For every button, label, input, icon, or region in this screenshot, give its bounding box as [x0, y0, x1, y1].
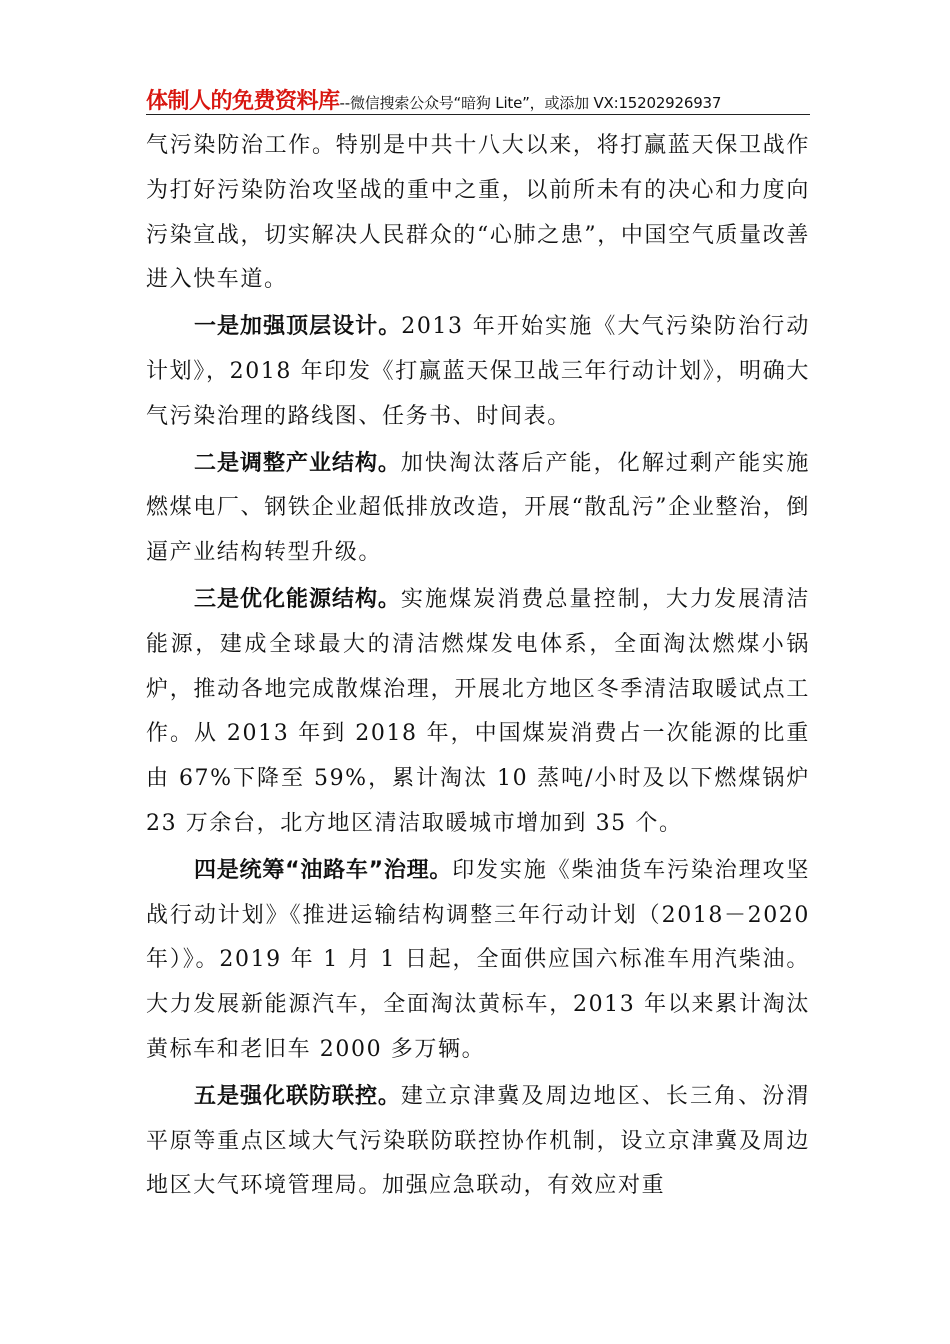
paragraph-continued [146, 124, 810, 303]
paragraph-lead: 三是优化能源结构。 [194, 586, 401, 612]
paragraph-lead: 一是加强顶层设计。 [194, 314, 402, 340]
page-header [146, 84, 810, 114]
paragraph-joint-prevention [146, 1075, 810, 1209]
paragraph-text: 2013 年开始实施《大气污染防治行动计划》，2018 年印发《打赢蓝天保卫战三年行动计划》，明确大气污染治理的路线图、任务书、时间表。 [146, 314, 810, 429]
paragraph-energy-structure [146, 578, 810, 847]
header-brand: 体制人的免费资料库 [146, 89, 340, 114]
paragraph-text: 实施煤炭消费总量控制，大力发展清洁能源，建成全球最大的清洁燃煤发电体系，全面淘汰燃煤小锅炉，推动各地完成散煤治理，开展北方地区冬季清洁取暖试点工作。从 2013 年到 2018 年，中国煤炭消费占一次能源的比重由 67%下降至 59%，累计淘汰 10 蒸吨/小时及以下燃煤锅炉 23 万余台，北方地区清洁取暖城市增加到 35 个。 [146, 586, 810, 836]
paragraph-text: 建立京津冀及周边地区、长三角、汾渭平原等重点区域大气污染联防联控协作机制，设立京津冀及周边地区大气环境管理局。加强应急联动，有效应对重 [146, 1083, 810, 1199]
header-divider [146, 114, 810, 115]
paragraph-lead: 二是调整产业结构。 [194, 450, 401, 476]
paragraph-top-level-design [146, 305, 810, 439]
paragraph-industry-structure [146, 442, 810, 576]
document-body [146, 124, 810, 1211]
paragraph-text: 加快淘汰落后产能，化解过剩产能实施燃煤电厂、钢铁企业超低排放改造，开展“散乱污”企业整治，倒逼产业结构转型升级。 [146, 450, 810, 566]
paragraph-text: 印发实施《柴油货车污染治理攻坚战行动计划》《推进运输结构调整三年行动计划（2018－2020 年）》。2019 年 1 月 1 日起，全面供应国六标准车用汽柴油。大力发展新能源汽车，全面淘汰黄标车，2013 年以来累计淘汰黄标车和老旧车 2000 多万辆。 [146, 857, 810, 1062]
header-note: --微信搜索公众号“暗狗 Lite”，或添加 VX:15202926937 [339, 94, 722, 112]
paragraph-lead: 五是强化联防联控。 [194, 1083, 401, 1109]
paragraph-oil-road-vehicle [146, 849, 810, 1073]
paragraph-text: 气污染防治工作。特别是中共十八大以来，将打赢蓝天保卫战作为打好污染防治攻坚战的重中之重，以前所未有的决心和力度向污染宣战，切实解决人民群众的“心肺之患”，中国空气质量改善进入快车道。 [146, 133, 810, 293]
paragraph-lead: 四是统筹“油路车”治理。 [194, 857, 453, 883]
